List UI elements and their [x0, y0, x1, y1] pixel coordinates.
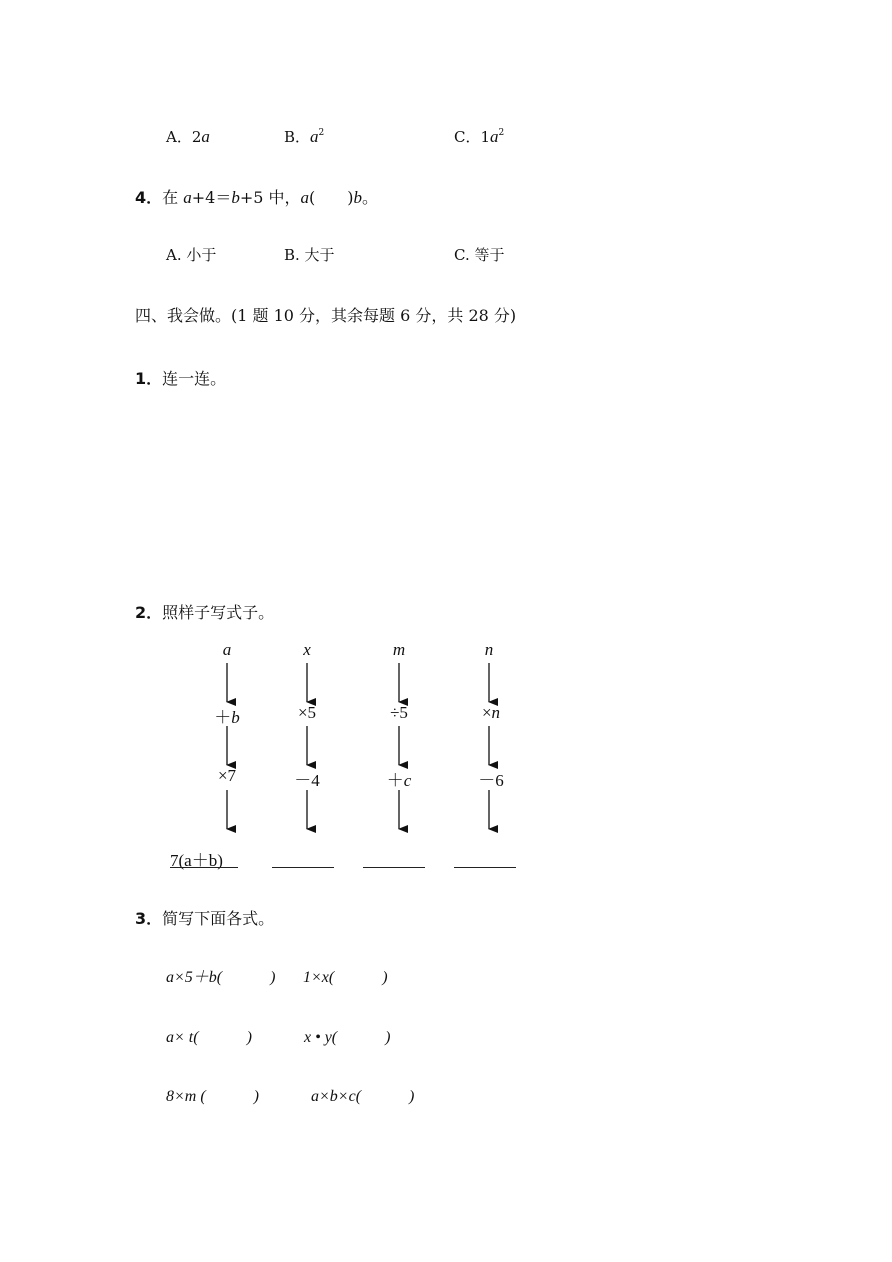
col4-answer-line[interactable] [454, 867, 516, 868]
col3-op2-var: c [403, 771, 412, 790]
q3-option-a-var: a [201, 127, 210, 146]
col2-op1-sign: ×5 [297, 703, 317, 722]
col1-answer[interactable]: 7(a＋b) [170, 851, 223, 870]
q3-row3-left[interactable]: 8×m ( ) [166, 1088, 260, 1105]
q3-option-c-var: a [490, 127, 499, 146]
col2-op2 [282, 766, 332, 791]
col2-op2-sign: －4 [294, 771, 320, 790]
col1-answer-line [170, 867, 238, 868]
q3-title [135, 906, 274, 929]
col3-var: m [392, 640, 406, 659]
col1-var: a [222, 640, 232, 659]
col1-op1 [202, 703, 252, 728]
q3-row2-right[interactable]: x • y( ) [304, 1029, 391, 1046]
col2-answer-line[interactable] [272, 867, 334, 868]
col1-op2 [202, 766, 252, 786]
q2-number: 2． [135, 603, 163, 622]
q3-row3-right[interactable]: a×b×c( ) [311, 1088, 415, 1105]
q3-option-b-exp: 2 [318, 128, 325, 138]
q3-option-a-prefix: A．2 [166, 128, 202, 146]
q4-option-a[interactable]: A. 小于 [166, 246, 217, 264]
col1-op1-var: b [231, 708, 240, 727]
q4-var-b2: b [353, 188, 363, 207]
q4-var-a: a [183, 188, 192, 207]
q4-text-2: +4＝ [191, 188, 232, 207]
col4-op1 [466, 703, 516, 723]
q4-text-1: 在 [162, 188, 179, 207]
q3-row2-left[interactable]: a× t( ) [166, 1029, 252, 1046]
col4-var: n [484, 640, 494, 659]
q3-row1-right[interactable]: 1×x( ) [303, 969, 388, 986]
col1-op1-sign: ＋ [214, 708, 232, 727]
q4-number: 4． [135, 188, 163, 207]
q1-number: 1． [135, 369, 163, 388]
q2-text: 照样子写式子。 [162, 603, 275, 622]
q3-option-b-var: a [310, 127, 319, 146]
q3-option-b-prefix: B． [284, 128, 311, 146]
col3-op2-sign: ＋ [386, 771, 404, 790]
section4-heading: 四、我会做。(1 题 10 分，其余每题 6 分，共 28 分) [135, 306, 517, 325]
q3-number: 3． [135, 909, 163, 928]
q4-text-3: +5 中， [239, 188, 301, 207]
q4-option-b[interactable]: B. 大于 [284, 246, 335, 264]
col1-op2-sign: ×7 [217, 766, 237, 785]
col3-answer-line[interactable] [363, 867, 425, 868]
col4-op1-sign: × [481, 703, 492, 722]
q4-text-end: 。 [362, 188, 379, 207]
q3-option-c-exp: 2 [498, 128, 505, 138]
q3-option-c-prefix: C．1 [454, 128, 491, 146]
q4-var-a2: a [300, 188, 310, 207]
col4-op1-var: n [491, 703, 501, 722]
q4-blank[interactable]: ( ) [309, 188, 354, 207]
q3-text: 简写下面各式。 [162, 909, 275, 928]
q4-option-c[interactable]: C. 等于 [454, 246, 505, 264]
q3-row1-left[interactable]: a×5＋b( ) [166, 969, 276, 986]
col3-op1 [374, 703, 424, 723]
q1-text: 连一连。 [162, 369, 227, 388]
col4-op2-sign: －6 [478, 771, 504, 790]
col2-op1 [282, 703, 332, 723]
col4-op2 [466, 766, 516, 791]
col3-op2 [374, 766, 424, 791]
q4-var-b: b [231, 188, 240, 207]
col3-op1-sign: ÷5 [390, 703, 408, 722]
col2-var: x [303, 640, 311, 659]
